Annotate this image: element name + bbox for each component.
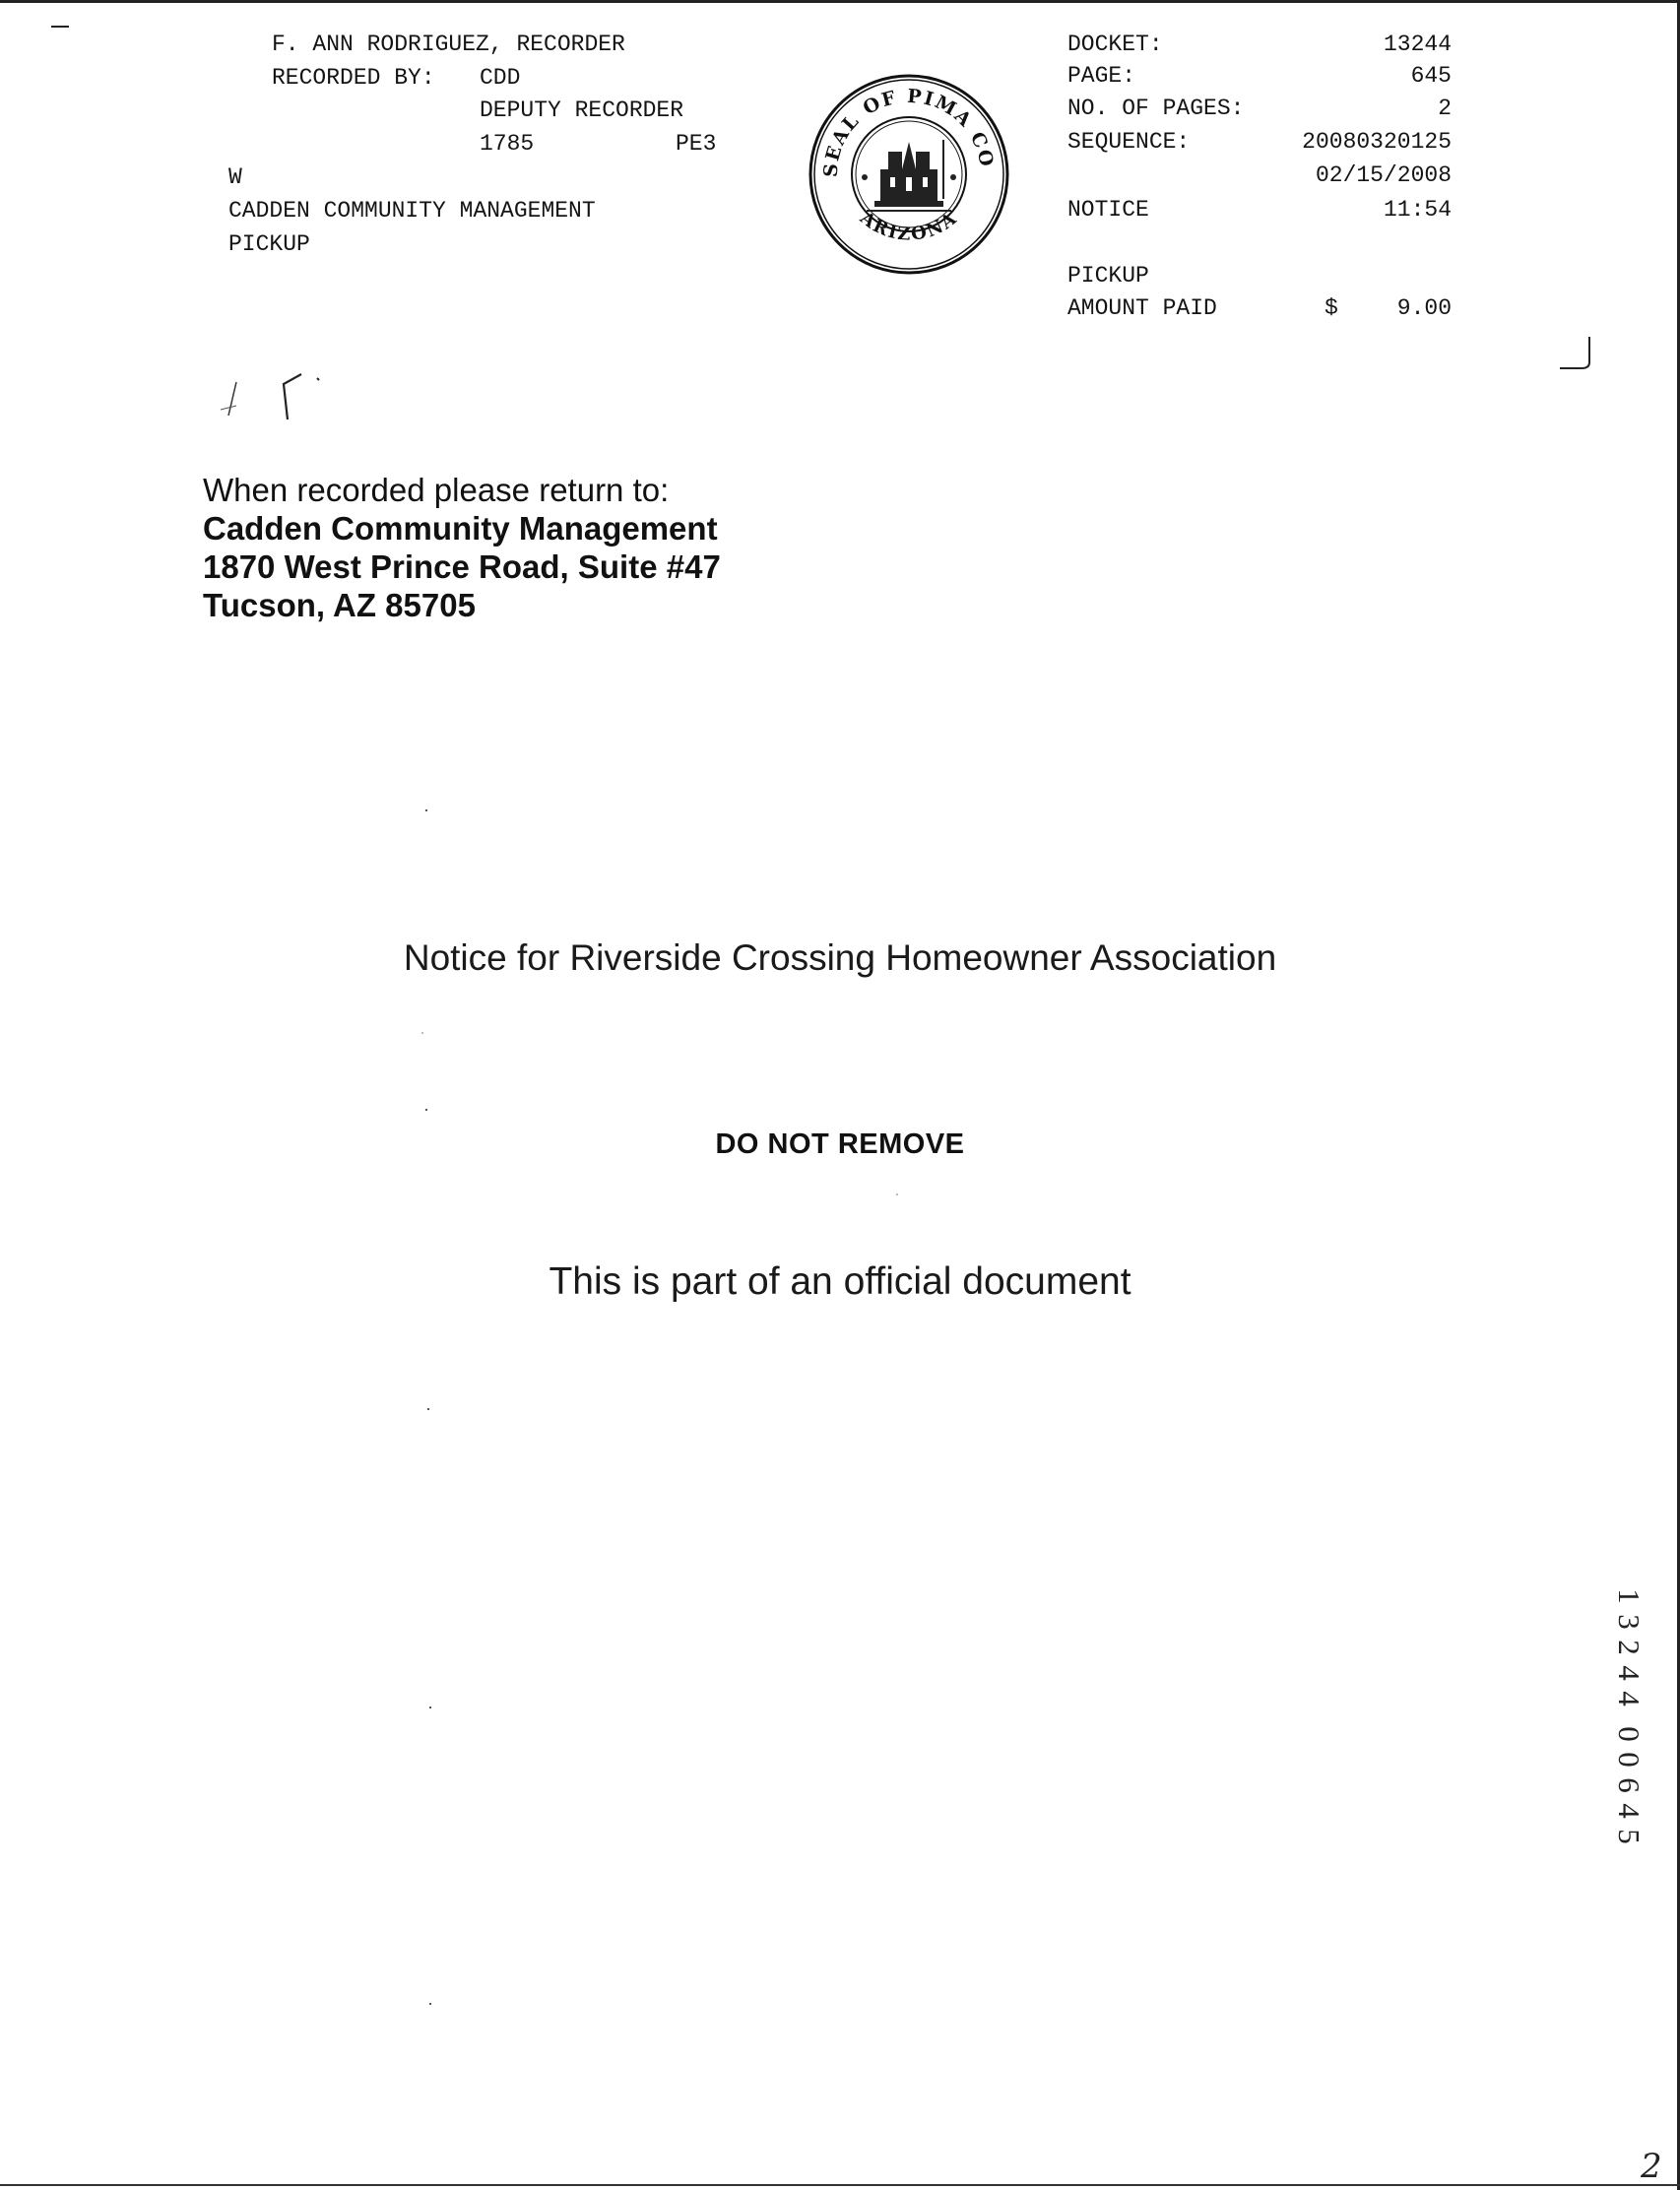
docket-pickup: PICKUP [1067, 263, 1149, 289]
docket-value: 13244 [1383, 32, 1452, 57]
amount-label: AMOUNT PAID [1067, 295, 1217, 321]
return-name: Cadden Community Management [203, 510, 718, 547]
return-street: 1870 West Prince Road, Suite #47 [203, 548, 721, 585]
pages-row [1067, 96, 1452, 121]
recorder-pickup: PICKUP [228, 231, 310, 257]
scan-border-bottom [0, 2184, 1680, 2186]
scan-speck [425, 1109, 427, 1111]
scan-speck [429, 2003, 431, 2005]
deputy-recorder: DEPUTY RECORDER [480, 97, 684, 123]
official-note: This is part of an official document [549, 1260, 1131, 1303]
scan-speck [425, 809, 427, 811]
sequence-value: 20080320125 [1302, 129, 1452, 155]
notice-label: NOTICE [1067, 197, 1149, 223]
scan-speck [896, 1193, 898, 1195]
recorder-code-1: 1785 [480, 131, 535, 157]
scan-border-top [0, 0, 1680, 3]
do-not-remove: DO NOT REMOVE [715, 1128, 965, 1160]
recorder-code-2: PE3 [676, 131, 717, 157]
svg-text:THE SEAL OF PIMA COUNTY: SEAL OF PIMA CO [819, 85, 999, 178]
sequence-row [1067, 129, 1452, 155]
margin-docket-number: 1 3 2 4 4 0 0 6 4 5 [1612, 1588, 1647, 1844]
page-value: 645 [1410, 63, 1452, 89]
currency-symbol: $ [1324, 295, 1338, 321]
record-date: 02/15/2008 [1315, 162, 1452, 188]
date-row [1067, 162, 1452, 188]
recorder-company: CADDEN COMMUNITY MANAGEMENT [228, 198, 596, 224]
amount-value: 9.00 [1396, 295, 1452, 321]
amount-row [1067, 295, 1452, 321]
document-title: Notice for Riverside Crossing Homeowner Association [403, 937, 1277, 978]
record-time: 11:54 [1383, 197, 1452, 223]
docket-label: DOCKET: [1067, 32, 1163, 57]
recorded-by-value: CDD [480, 65, 521, 91]
handwritten-initials [211, 366, 339, 425]
pima-county-seal [806, 71, 1012, 278]
scan-mark [51, 26, 69, 28]
return-city: Tucson, AZ 85705 [203, 587, 476, 623]
return-intro: When recorded please return to: [203, 472, 670, 508]
docket-row [1067, 32, 1452, 57]
scan-speck [421, 1032, 423, 1034]
pages-label: NO. OF PAGES: [1067, 96, 1245, 121]
seal-icon [806, 71, 1012, 278]
svg-text:ARIZONA: ARIZONA [856, 207, 962, 245]
handwritten-page-number: 2 [1641, 2147, 1662, 2186]
page-label: PAGE: [1067, 63, 1136, 89]
recorder-name: F. ANN RODRIGUEZ, RECORDER [272, 32, 625, 57]
scan-speck [429, 1707, 431, 1708]
pages-value: 2 [1438, 96, 1452, 121]
sequence-label: SEQUENCE: [1067, 129, 1191, 155]
return-to-block [203, 471, 721, 624]
recorder-w: W [228, 164, 242, 190]
notice-row [1067, 197, 1452, 223]
scan-speck [427, 1408, 429, 1410]
corner-bracket-icon [1556, 333, 1595, 372]
recorded-by-label: RECORDED BY: [272, 65, 435, 91]
page-row [1067, 63, 1452, 89]
